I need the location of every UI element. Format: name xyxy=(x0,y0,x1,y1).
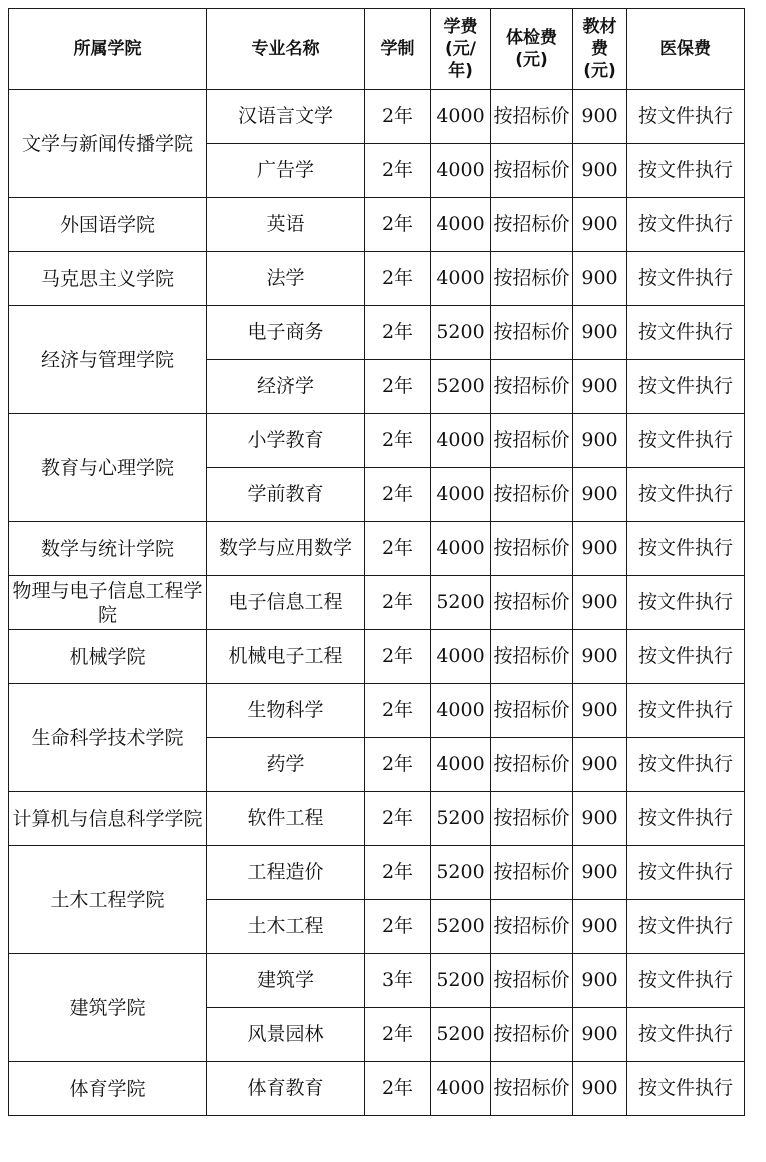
exam-fee-cell: 按招标价 xyxy=(491,90,573,144)
tuition-cell: 5200 xyxy=(431,846,491,900)
textbook-fee-cell: 900 xyxy=(573,522,627,576)
major-cell: 学前教育 xyxy=(207,468,365,522)
major-cell: 机械电子工程 xyxy=(207,630,365,684)
insurance-fee-cell: 按文件执行 xyxy=(627,1062,745,1116)
tuition-cell: 4000 xyxy=(431,738,491,792)
table-row xyxy=(9,954,745,1008)
tuition-cell: 4000 xyxy=(431,468,491,522)
header-textbook-fee: 教材费(元) xyxy=(573,9,627,90)
tuition-cell: 5200 xyxy=(431,1008,491,1062)
textbook-fee-cell: 900 xyxy=(573,144,627,198)
textbook-fee-cell: 900 xyxy=(573,576,627,630)
major-cell: 法学 xyxy=(207,252,365,306)
duration-cell: 2年 xyxy=(365,522,431,576)
tuition-cell: 5200 xyxy=(431,306,491,360)
tuition-cell: 4000 xyxy=(431,90,491,144)
tuition-cell: 4000 xyxy=(431,630,491,684)
major-cell: 建筑学 xyxy=(207,954,365,1008)
duration-cell: 2年 xyxy=(365,198,431,252)
exam-fee-cell: 按招标价 xyxy=(491,846,573,900)
major-cell: 生物科学 xyxy=(207,684,365,738)
textbook-fee-cell: 900 xyxy=(573,684,627,738)
insurance-fee-cell: 按文件执行 xyxy=(627,846,745,900)
insurance-fee-cell: 按文件执行 xyxy=(627,1008,745,1062)
college-cell: 建筑学院 xyxy=(9,954,207,1062)
duration-cell: 2年 xyxy=(365,630,431,684)
college-cell: 计算机与信息科学学院 xyxy=(9,792,207,846)
insurance-fee-cell: 按文件执行 xyxy=(627,198,745,252)
major-cell: 经济学 xyxy=(207,360,365,414)
major-cell: 药学 xyxy=(207,738,365,792)
college-cell: 土木工程学院 xyxy=(9,846,207,954)
exam-fee-cell: 按招标价 xyxy=(491,144,573,198)
college-cell: 数学与统计学院 xyxy=(9,522,207,576)
major-cell: 软件工程 xyxy=(207,792,365,846)
header-duration: 学制 xyxy=(365,9,431,90)
exam-fee-cell: 按招标价 xyxy=(491,360,573,414)
textbook-fee-cell: 900 xyxy=(573,630,627,684)
college-cell: 马克思主义学院 xyxy=(9,252,207,306)
header-row xyxy=(9,9,745,90)
college-cell: 体育学院 xyxy=(9,1062,207,1116)
textbook-fee-cell: 900 xyxy=(573,360,627,414)
insurance-fee-cell: 按文件执行 xyxy=(627,144,745,198)
textbook-fee-cell: 900 xyxy=(573,900,627,954)
textbook-fee-cell: 900 xyxy=(573,954,627,1008)
table-row xyxy=(9,306,745,360)
college-cell: 生命科学技术学院 xyxy=(9,684,207,792)
insurance-fee-cell: 按文件执行 xyxy=(627,306,745,360)
textbook-fee-cell: 900 xyxy=(573,846,627,900)
textbook-fee-cell: 900 xyxy=(573,306,627,360)
exam-fee-cell: 按招标价 xyxy=(491,900,573,954)
exam-fee-cell: 按招标价 xyxy=(491,954,573,1008)
exam-fee-cell: 按招标价 xyxy=(491,198,573,252)
insurance-fee-cell: 按文件执行 xyxy=(627,900,745,954)
duration-cell: 2年 xyxy=(365,468,431,522)
textbook-fee-cell: 900 xyxy=(573,198,627,252)
duration-cell: 2年 xyxy=(365,360,431,414)
duration-cell: 2年 xyxy=(365,306,431,360)
major-cell: 汉语言文学 xyxy=(207,90,365,144)
tuition-cell: 4000 xyxy=(431,414,491,468)
insurance-fee-cell: 按文件执行 xyxy=(627,360,745,414)
exam-fee-cell: 按招标价 xyxy=(491,522,573,576)
table-row xyxy=(9,414,745,468)
textbook-fee-cell: 900 xyxy=(573,252,627,306)
textbook-fee-cell: 900 xyxy=(573,468,627,522)
college-cell: 物理与电子信息工程学院 xyxy=(9,576,207,630)
exam-fee-cell: 按招标价 xyxy=(491,792,573,846)
tuition-cell: 4000 xyxy=(431,198,491,252)
table-header xyxy=(9,9,745,90)
exam-fee-cell: 按招标价 xyxy=(491,468,573,522)
textbook-fee-cell: 900 xyxy=(573,738,627,792)
duration-cell: 2年 xyxy=(365,1062,431,1116)
table-row xyxy=(9,630,745,684)
header-college: 所属学院 xyxy=(9,9,207,90)
insurance-fee-cell: 按文件执行 xyxy=(627,792,745,846)
tuition-cell: 5200 xyxy=(431,360,491,414)
tuition-cell: 4000 xyxy=(431,144,491,198)
table-row xyxy=(9,90,745,144)
table-body xyxy=(9,90,745,1116)
table-row xyxy=(9,792,745,846)
insurance-fee-cell: 按文件执行 xyxy=(627,684,745,738)
duration-cell: 2年 xyxy=(365,252,431,306)
duration-cell: 2年 xyxy=(365,738,431,792)
header-tuition: 学费(元/年) xyxy=(431,9,491,90)
tuition-cell: 4000 xyxy=(431,684,491,738)
major-cell: 电子信息工程 xyxy=(207,576,365,630)
textbook-fee-cell: 900 xyxy=(573,792,627,846)
tuition-cell: 5200 xyxy=(431,792,491,846)
duration-cell: 2年 xyxy=(365,792,431,846)
exam-fee-cell: 按招标价 xyxy=(491,576,573,630)
insurance-fee-cell: 按文件执行 xyxy=(627,468,745,522)
header-major: 专业名称 xyxy=(207,9,365,90)
textbook-fee-cell: 900 xyxy=(573,1062,627,1116)
major-cell: 电子商务 xyxy=(207,306,365,360)
exam-fee-cell: 按招标价 xyxy=(491,252,573,306)
table-row xyxy=(9,684,745,738)
major-cell: 小学教育 xyxy=(207,414,365,468)
exam-fee-cell: 按招标价 xyxy=(491,684,573,738)
header-insurance-fee: 医保费 xyxy=(627,9,745,90)
insurance-fee-cell: 按文件执行 xyxy=(627,252,745,306)
insurance-fee-cell: 按文件执行 xyxy=(627,522,745,576)
table-row xyxy=(9,522,745,576)
duration-cell: 2年 xyxy=(365,1008,431,1062)
duration-cell: 2年 xyxy=(365,144,431,198)
insurance-fee-cell: 按文件执行 xyxy=(627,414,745,468)
textbook-fee-cell: 900 xyxy=(573,1008,627,1062)
table-row xyxy=(9,252,745,306)
major-cell: 土木工程 xyxy=(207,900,365,954)
exam-fee-cell: 按招标价 xyxy=(491,738,573,792)
major-cell: 风景园林 xyxy=(207,1008,365,1062)
duration-cell: 2年 xyxy=(365,846,431,900)
exam-fee-cell: 按招标价 xyxy=(491,414,573,468)
insurance-fee-cell: 按文件执行 xyxy=(627,576,745,630)
textbook-fee-cell: 900 xyxy=(573,414,627,468)
exam-fee-cell: 按招标价 xyxy=(491,1062,573,1116)
major-cell: 工程造价 xyxy=(207,846,365,900)
table-row xyxy=(9,1062,745,1116)
exam-fee-cell: 按招标价 xyxy=(491,306,573,360)
major-cell: 英语 xyxy=(207,198,365,252)
tuition-cell: 5200 xyxy=(431,576,491,630)
fee-table xyxy=(8,8,745,1116)
college-cell: 经济与管理学院 xyxy=(9,306,207,414)
insurance-fee-cell: 按文件执行 xyxy=(627,954,745,1008)
exam-fee-cell: 按招标价 xyxy=(491,1008,573,1062)
major-cell: 广告学 xyxy=(207,144,365,198)
textbook-fee-cell: 900 xyxy=(573,90,627,144)
exam-fee-cell: 按招标价 xyxy=(491,630,573,684)
college-cell: 机械学院 xyxy=(9,630,207,684)
tuition-cell: 4000 xyxy=(431,522,491,576)
major-cell: 体育教育 xyxy=(207,1062,365,1116)
college-cell: 教育与心理学院 xyxy=(9,414,207,522)
duration-cell: 2年 xyxy=(365,684,431,738)
table-row xyxy=(9,576,745,630)
duration-cell: 3年 xyxy=(365,954,431,1008)
insurance-fee-cell: 按文件执行 xyxy=(627,630,745,684)
insurance-fee-cell: 按文件执行 xyxy=(627,738,745,792)
duration-cell: 2年 xyxy=(365,576,431,630)
college-cell: 外国语学院 xyxy=(9,198,207,252)
tuition-cell: 5200 xyxy=(431,900,491,954)
table-row xyxy=(9,846,745,900)
duration-cell: 2年 xyxy=(365,900,431,954)
header-exam-fee: 体检费(元) xyxy=(491,9,573,90)
college-cell: 文学与新闻传播学院 xyxy=(9,90,207,198)
major-cell: 数学与应用数学 xyxy=(207,522,365,576)
tuition-cell: 4000 xyxy=(431,252,491,306)
tuition-cell: 5200 xyxy=(431,954,491,1008)
duration-cell: 2年 xyxy=(365,90,431,144)
tuition-cell: 4000 xyxy=(431,1062,491,1116)
table-row xyxy=(9,198,745,252)
duration-cell: 2年 xyxy=(365,414,431,468)
insurance-fee-cell: 按文件执行 xyxy=(627,90,745,144)
